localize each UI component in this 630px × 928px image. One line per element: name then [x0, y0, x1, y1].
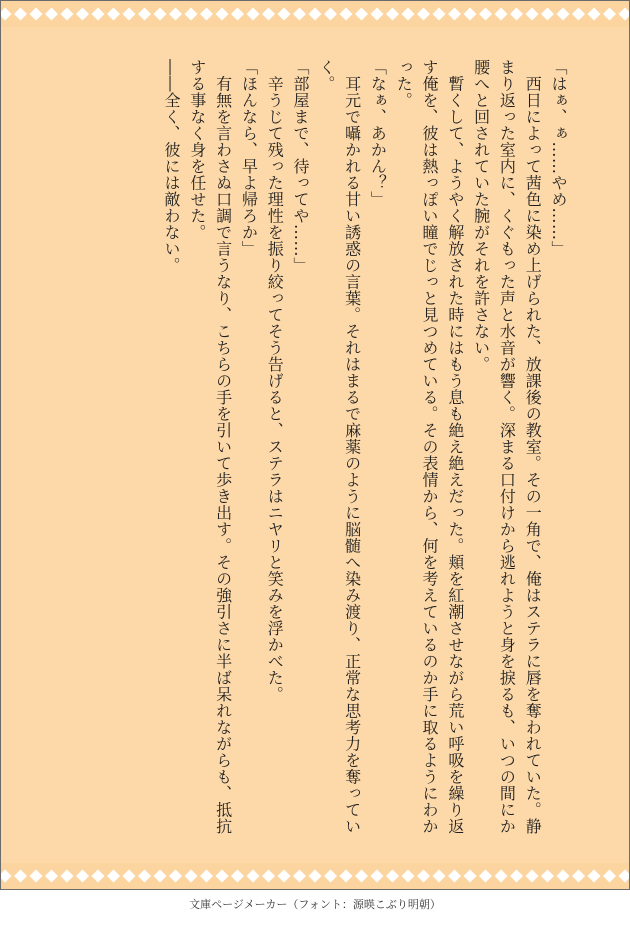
- diamond-ornament: [340, 8, 353, 21]
- paragraph: ――全く、彼には敵わない。: [162, 59, 182, 274]
- diamond-ornament: [30, 8, 43, 21]
- diamond-ornament: [154, 8, 167, 21]
- diamond-ornament: [402, 870, 415, 883]
- diamond-ornament: [417, 870, 430, 883]
- diamond-ornament: [185, 8, 198, 21]
- diamond-ornament: [185, 870, 198, 883]
- diamond-ornament: [619, 8, 630, 21]
- diamond-ornament: [1, 870, 12, 883]
- diamond-ornament: [324, 8, 337, 21]
- diamond-ornament: [200, 870, 213, 883]
- diamond-ornament: [526, 8, 539, 21]
- diamond-ornament: [92, 870, 105, 883]
- diamond-ornament: [216, 870, 229, 883]
- diamond-ornament: [262, 870, 275, 883]
- diamond-ornament: [247, 870, 260, 883]
- diamond-ornament: [278, 8, 291, 21]
- diamond-ornament: [45, 870, 58, 883]
- diamond-ornament: [231, 870, 244, 883]
- diamond-ornament: [510, 8, 523, 21]
- diamond-ornament: [107, 870, 120, 883]
- paragraph: 西日によって茜色に染め上げられた、放課後の教室。その一角で、俺はステラに唇を奪われていた。静まり返った室内に、くぐもった声と水音が響く。深まる口付けから逃れようと身を捩るも、いつの間にか腰へと回されていた腕がそれを許さない。: [471, 59, 543, 835]
- diamond-ornament: [386, 870, 399, 883]
- paragraph: 「部屋まで、待ってや……」: [291, 59, 311, 274]
- diamond-ornament: [309, 870, 322, 883]
- diamond-ornament: [340, 870, 353, 883]
- diamond-ornament: [386, 8, 399, 21]
- diamond-ornament: [123, 870, 136, 883]
- diamond-ornament: [30, 870, 43, 883]
- diamond-ornament: [76, 8, 89, 21]
- diamond-ornament: [76, 870, 89, 883]
- diamond-ornament: [448, 870, 461, 883]
- diamond-ornament: [138, 870, 151, 883]
- diamond-ornament: [154, 870, 167, 883]
- diamond-ornament: [309, 8, 322, 21]
- diamond-ornament: [557, 8, 570, 21]
- diamond-ornament: [541, 870, 554, 883]
- diamond-ornament: [371, 870, 384, 883]
- diamond-ornament: [572, 8, 585, 21]
- diamond-ornament: [603, 870, 616, 883]
- diamond-ornament: [14, 8, 27, 21]
- diamond-ornament: [541, 8, 554, 21]
- diamond-ornament: [14, 870, 27, 883]
- paragraph: 「はぁ、ぁ……やめ……」: [549, 59, 568, 257]
- footer-credit: 文庫ページメーカー（フォント：源暎こぶり明朝）: [189, 898, 441, 911]
- diamond-ornament: [355, 8, 368, 21]
- diamond-ornament: [479, 8, 492, 21]
- diamond-ornament: [324, 870, 337, 883]
- paragraph: 耳元で囁かれる甘い誘惑の言葉。それはまるで麻薬のように脳髄へ染み渡り、正常な思考力を奪っていく。: [316, 59, 362, 835]
- diamond-ornament: [293, 870, 306, 883]
- diamond-ornament: [247, 8, 260, 21]
- diamond-ornament: [200, 8, 213, 21]
- diamond-ornament: [355, 870, 368, 883]
- diamond-ornament: [123, 8, 136, 21]
- diamond-ornament: [557, 870, 570, 883]
- diamond-ornament: [495, 870, 508, 883]
- diamond-ornament: [448, 8, 461, 21]
- diamond-ornament: [92, 8, 105, 21]
- diamond-ornament: [433, 870, 446, 883]
- diamond-ornament: [61, 870, 74, 883]
- top-ornament-border: [1, 1, 629, 27]
- diamond-ornament: [107, 8, 120, 21]
- diamond-ornament: [45, 8, 58, 21]
- diamond-ornament: [572, 870, 585, 883]
- diamond-pattern-top: [1, 1, 629, 27]
- vertical-body-text: [47, 59, 571, 835]
- paragraph: 有無を言わさぬ口調で言うなり、こちらの手を引いて歩き出す。その強引さに半ば呆れながらも、抵抗する事なく身を任せた。: [187, 59, 233, 835]
- diamond-ornament: [138, 8, 151, 21]
- diamond-ornament: [526, 870, 539, 883]
- diamond-ornament: [169, 8, 182, 21]
- paragraph: 辛うじて残った理性を振り絞ってそう告げると、ステラはニヤリと笑みを浮かべた。: [265, 59, 285, 703]
- diamond-ornament: [417, 8, 430, 21]
- diamond-ornament: [479, 870, 492, 883]
- diamond-ornament: [61, 8, 74, 21]
- diamond-ornament: [588, 870, 601, 883]
- diamond-ornament: [169, 870, 182, 883]
- diamond-ornament: [371, 8, 384, 21]
- bottom-ornament-border: [1, 863, 629, 889]
- diamond-ornament: [216, 8, 229, 21]
- diamond-ornament: [464, 870, 477, 883]
- diamond-ornament: [262, 8, 275, 21]
- diamond-ornament: [588, 8, 601, 21]
- diamond-ornament: [510, 870, 523, 883]
- diamond-ornament: [1, 8, 12, 21]
- diamond-ornament: [293, 8, 306, 21]
- paragraph: 暫くして、ようやく解放された時にはもう息も絶え絶えだった。頬を紅潮させながら荒い呼吸を繰り返す俺を、彼は熱っぽい瞳でじっと見つめている。その表情から、何を考えているのか手に取るようにわかった。: [394, 59, 465, 835]
- paragraph: 「なぁ、あかん？」: [368, 59, 388, 208]
- diamond-ornament: [433, 8, 446, 21]
- diamond-ornament: [464, 8, 477, 21]
- diamond-ornament: [619, 870, 630, 883]
- diamond-ornament: [495, 8, 508, 21]
- diamond-ornament: [231, 8, 244, 21]
- diamond-ornament: [603, 8, 616, 21]
- diamond-pattern-bottom: [1, 863, 629, 889]
- paragraph: 「ほんなら、早よ帰ろか」: [239, 59, 259, 257]
- diamond-ornament: [402, 8, 415, 21]
- diamond-ornament: [278, 870, 291, 883]
